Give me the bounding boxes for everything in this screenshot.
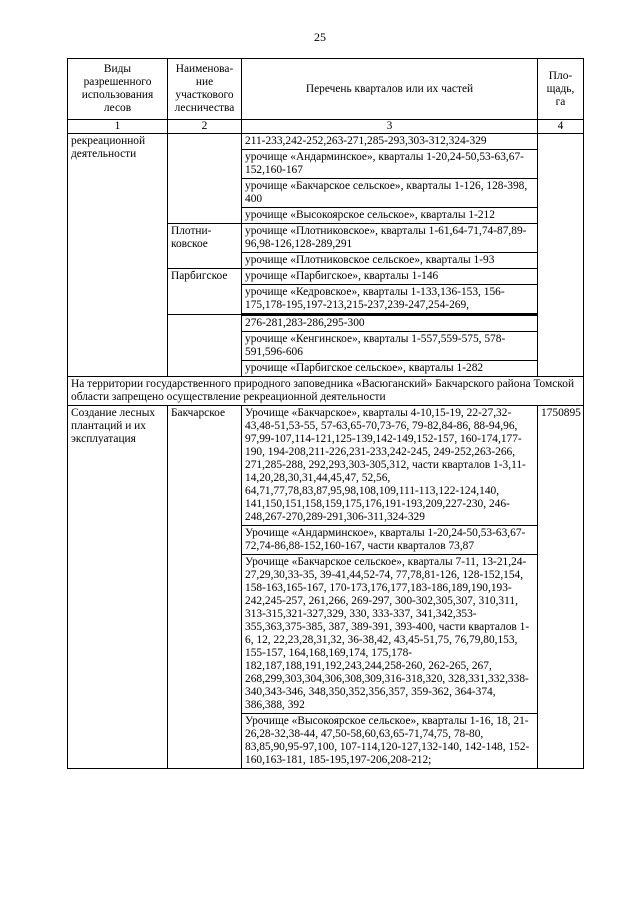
quarter-entry: урочище «Андарминское», кварталы 1-20,24-50,53-63,67-152,160-167	[242, 150, 537, 179]
quarter-entry: урочище «Кенгинское», кварталы 1-557,559-575, 578-591,596-606	[242, 332, 537, 361]
column-number: 3	[242, 120, 538, 134]
quarters-cell	[242, 134, 538, 224]
quarters-cell	[242, 224, 538, 269]
column-number-row	[68, 120, 584, 134]
header-quarters: Перечень кварталов или их частей	[242, 59, 538, 120]
note-text: На территории государственного природного заповедника «Васюганский» Бакчарского района Томской области запрещено осуществление рекреационной деятельности	[68, 377, 584, 406]
quarter-entry: урочище «Плотниковское сельское», кварталы 1-93	[245, 254, 495, 266]
forestry-cell: Бакчарское	[168, 406, 242, 769]
quarter-entry: Урочище «Бакчарское», кварталы 4-10,15-19, 22-27,32-43,48-51,53-55, 57-63,65-70,73-76, 79-82,84-86, 88-94,96, 97,99-107,114-121,125-139,142-149,152-157, 160-174,177-190, 194-208,211-226,231-233,242-245, 249-252,263-266, 271,285-288, 292,293,303-305,312, части кварталов 1-3,11-14,20,28,30,31,44,45,47, 52,56, 64,71,77,78,83,87,95,98,108,109,111-113,122-124,140, 141,150,151,158,159,175,176,191-193,209,227-230, 246-248,267-270,289-291,306-311,324-329	[242, 406, 537, 526]
table-row	[68, 134, 584, 224]
forestry-cell	[168, 315, 242, 377]
forestry-cell: Парбигское	[168, 269, 242, 315]
area-cell: 1750895	[538, 406, 584, 769]
quarter-entry: Урочище «Андарминское», кварталы 1-20,24-50,53-63,67-72,74-86,88-152,160-167, части кварталов 73,87	[242, 526, 537, 555]
header-use-type: Виды разрешенного использования лесов	[68, 59, 168, 120]
quarters-cell	[242, 406, 538, 769]
use-type-cell: Создание лесных плантаций и их эксплуатация	[68, 406, 168, 769]
forestry-cell: Плотни-ковское	[168, 224, 242, 269]
quarter-entry: Урочище «Высокоярское сельское», кварталы 1-16, 18, 21-26,28-32,38-44, 47,50-58,60,63,65-71,74,75, 78-80, 83,85,90,95-97,100, 107-114,120-127,132-140, 142-148, 152-160,163-181, 185-195,197-206,208-212;	[245, 715, 530, 766]
quarters-cell	[242, 315, 538, 377]
quarter-entry: урочище «Парбигское сельское», кварталы 1-282	[245, 362, 484, 374]
note-row	[68, 377, 584, 406]
area-cell	[538, 134, 584, 377]
header-forestry: Наименова-ние участкового лесничества	[168, 59, 242, 120]
table-row	[68, 406, 584, 769]
quarter-entry: 211-233,242-252,263-271,285-293,303-312,324-329	[242, 134, 537, 150]
page-number: 25	[314, 30, 326, 44]
quarter-entry: урочище «Высокоярское сельское», кварталы 1-212	[245, 209, 495, 221]
quarter-entry: урочище «Бакчарское сельское», кварталы 1-126, 128-398, 400	[242, 179, 537, 208]
column-number: 1	[68, 120, 168, 134]
use-type-cell: рекреационной деятельности	[68, 134, 168, 377]
header-row	[68, 59, 584, 120]
column-number: 4	[538, 120, 584, 134]
column-number: 2	[168, 120, 242, 134]
quarter-entry: урочище «Кедровское», кварталы 1-133,136-153, 156-175,178-195,197-213,215-237,239-247,254-269,	[245, 286, 505, 311]
quarter-entry: 276-281,283-286,295-300	[242, 316, 537, 332]
quarter-entry: Урочище «Бакчарское сельское», кварталы 7-11, 13-21,24-27,29,30,33-35, 39-41,44,52-74, 77,78,81-126, 128-152,154, 158-163,165-167, 170-173,176,177,183-186,189,190,193-242,245-257, 261,266, 269-297, 300-302,305,307, 310,311, 313-315,321-327,329, 330, 333-337, 341,342,353-355,363,375-385, 387, 389-391, 393-400, части кварталов 1-6, 12, 22,23,28,31,32, 36-38,42, 43,45-51,75, 76,79,80,153, 155-157, 164,168,169,174, 175,178-182,187,188,191,192,243,244,258-260, 262-265, 267, 268,299,303,304,306,308,309,316-318,320, 328,331,332,338-340,343-346, 348,350,352,356,357, 359-362, 364-374, 386,388, 392	[242, 555, 537, 714]
forest-use-table	[67, 58, 584, 769]
forestry-cell	[168, 134, 242, 224]
quarter-entry: урочище «Парбигское», кварталы 1-146	[242, 269, 537, 285]
quarter-entry: урочище «Плотниковское», кварталы 1-61,64-71,74-87,89-96,98-126,128-289,291	[242, 224, 537, 253]
quarters-cell	[242, 269, 538, 315]
header-area: Пло-щадь, га	[538, 59, 584, 120]
